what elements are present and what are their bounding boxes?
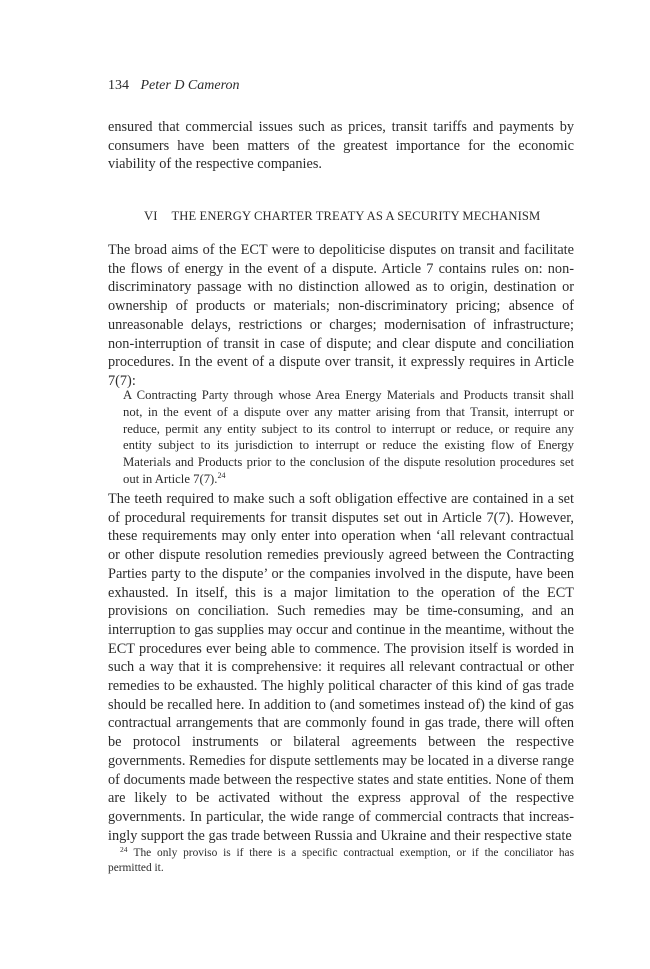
body-paragraph-1: ensured that commercial issues such as prices, transit tariffs and payments by consumers have been matters of the greatest importance for the economic viability of the respective companies.	[108, 119, 574, 173]
page-number: 134	[108, 78, 129, 93]
block-quote-text: A Contracting Party through whose Area Energy Materials and Products transit shall not, in the event of a dispute over any matter arising from that Transit, interrupt or reduce, permit any entity subject to its control to interrupt or reduce, or require any entity subject to its jurisdiction to interrupt or reduce the existing flow of Energy Materials and Products prior to the conclusion of the dispute resolution procedures set out in Article 7(7).	[123, 388, 574, 486]
body-paragraph-3: The teeth required to make such a soft obligation effective are contained in a set of procedural requirements for transit disputes set out in Article 7(7). However, these requirements may only enter into operation when ‘all relevant contractual or other dispute resolution remedies previously agreed between the Contracting Parties party to the dispute’ or the companies involved in the dispute, have been exhausted. In itself, this is a major limitation to the operation of the ECT provisions on conciliation. Such remedies may be time-consuming, and an interruption to gas supplies may occur and continue in the meantime, without the ECT procedures ever being able to commence. The provision itself is worded in such a way that it is comprehensive: it requires all relevant contractual or other remedies to be exhausted. The highly political character of this kind of gas trade should be recalled here. In addition to (and sometimes instead of) the kind of gas contractual arrangements that are commonly found in gas trade, there will often be protocol instruments or bilateral agreements between the respective governments. Remedies for dispute settlements may be located in a diverse range of documents made between the respective states and state entities. None of them are likely to be activated without the express approval of the respective governments. In particular, the wide range of commercial contracts that increas-ingly support the gas trade between Russia and Ukraine and their respective state	[108, 491, 574, 844]
section-number: VI	[144, 209, 158, 223]
body-paragraph-2: The broad aims of the ECT were to depoliticise disputes on transit and facilitate the flows of energy in the event of a dispute. Article 7 contains rules on: non-discriminatory passage with no distinction allowed as to origin, destination or ownership of products or materials; non-discriminatory pricing; absence of unreasonable delays, restrictions or charges; modernisation of infrastructure; non-interruption of transit in case of dispute; and clear dispute and conciliation procedures. In the event of a dispute over transit, it expressly requires in Article 7(7):	[108, 242, 574, 389]
block-quote	[123, 387, 574, 488]
section-heading	[144, 208, 540, 224]
section-title: THE ENERGY CHARTER TREATY AS A SECURITY MECHANISM	[171, 209, 541, 223]
footnote-number: 24	[120, 845, 128, 854]
running-head-author: Peter D Cameron	[140, 78, 240, 93]
running-head	[108, 77, 240, 95]
footnote-text: The only proviso is if there is a specific contractual exemption, or if the conciliator has permitted it.	[108, 847, 574, 874]
footnote-reference[interactable]: 24	[217, 470, 226, 480]
footnote	[108, 846, 574, 876]
